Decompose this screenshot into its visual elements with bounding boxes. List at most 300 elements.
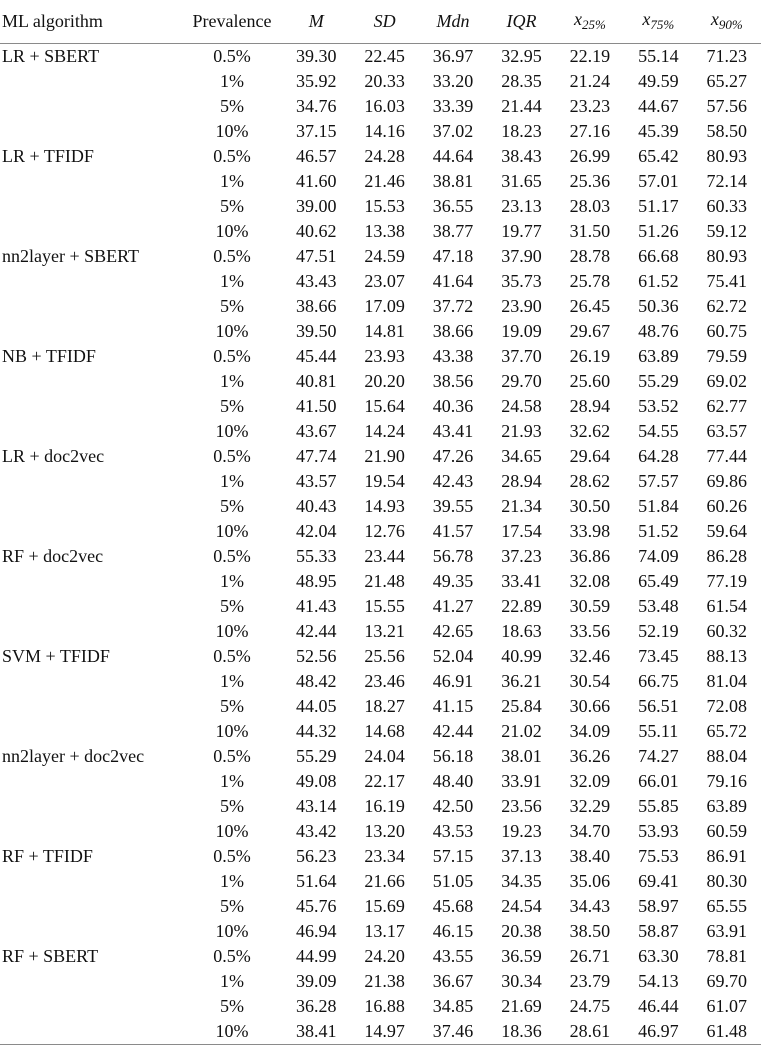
cell-x75: 74.09	[638, 545, 679, 566]
cell-x25: 38.50	[569, 920, 611, 941]
cell-prevalence: 1%	[220, 670, 244, 691]
cell-x90: 69.70	[706, 970, 748, 991]
table-row	[0, 694, 761, 719]
cell-iqr: 21.34	[501, 495, 542, 516]
cell-mdn: 38.66	[432, 320, 474, 341]
cell-x75: 45.39	[638, 120, 679, 141]
cell-sd: 25.56	[364, 645, 405, 666]
cell-mdn: 43.41	[432, 420, 474, 441]
table-row	[0, 969, 761, 994]
cell-iqr: 33.91	[501, 770, 542, 791]
cell-x25: 25.36	[569, 170, 611, 191]
cell-m: 55.33	[295, 545, 337, 566]
cell-x75: 56.51	[638, 695, 679, 716]
cell-prevalence: 1%	[220, 70, 244, 91]
cell-mdn: 46.91	[432, 670, 474, 691]
cell-x90: 77.19	[706, 570, 748, 591]
cell-prevalence: 1%	[220, 170, 244, 191]
cell-prevalence: 0.5%	[213, 145, 251, 166]
cell-x90: 80.30	[706, 870, 748, 891]
cell-iqr: 21.44	[501, 95, 542, 116]
cell-x90: 77.44	[706, 445, 748, 466]
cell-x25: 34.09	[569, 720, 611, 741]
cell-x75: 66.75	[638, 670, 679, 691]
cell-ml-algorithm	[0, 919, 182, 944]
cell-x75: 69.41	[638, 870, 679, 891]
cell-mdn: 48.40	[432, 770, 474, 791]
table-row	[0, 794, 761, 819]
cell-ml-algorithm: RF + TFIDF	[2, 845, 93, 866]
table-row	[0, 394, 761, 419]
header-x90-sub: 90%	[718, 17, 743, 33]
cell-m: 51.64	[295, 870, 337, 891]
cell-sd: 13.38	[364, 220, 405, 241]
cell-m: 43.43	[295, 270, 337, 291]
cell-iqr: 17.54	[501, 520, 542, 541]
cell-m: 38.41	[282, 1019, 350, 1045]
cell-x75: 46.97	[624, 1019, 692, 1045]
cell-m: 40.81	[295, 370, 337, 391]
cell-m: 55.29	[295, 745, 337, 766]
cell-x90: 60.75	[706, 320, 748, 341]
cell-ml-algorithm	[0, 169, 182, 194]
table-row	[0, 644, 761, 669]
cell-sd: 14.97	[350, 1019, 418, 1045]
cell-x75: 53.93	[638, 820, 679, 841]
cell-sd: 21.38	[364, 970, 405, 991]
cell-iqr: 23.90	[501, 295, 542, 316]
cell-mdn: 43.55	[432, 945, 474, 966]
cell-x90: 80.93	[706, 145, 748, 166]
cell-x25: 26.45	[569, 295, 611, 316]
cell-iqr: 21.69	[501, 995, 542, 1016]
cell-iqr: 36.21	[501, 670, 542, 691]
table-row	[0, 94, 761, 119]
cell-m: 35.92	[295, 70, 337, 91]
cell-x75: 63.89	[638, 345, 679, 366]
cell-iqr: 32.95	[501, 45, 542, 66]
cell-sd: 14.93	[364, 495, 405, 516]
cell-sd: 24.04	[364, 745, 405, 766]
cell-m: 36.28	[295, 995, 337, 1016]
cell-iqr: 21.93	[501, 420, 542, 441]
cell-prevalence: 5%	[220, 695, 244, 716]
cell-mdn: 42.65	[432, 620, 474, 641]
cell-sd: 20.33	[364, 70, 405, 91]
cell-x90: 86.28	[706, 545, 748, 566]
cell-x90: 71.23	[706, 45, 748, 66]
cell-x25: 23.23	[569, 95, 611, 116]
cell-sd: 15.64	[364, 395, 405, 416]
cell-sd: 13.17	[364, 920, 405, 941]
cell-mdn: 42.50	[432, 795, 474, 816]
cell-x90: 65.72	[706, 720, 748, 741]
cell-x25: 32.29	[569, 795, 611, 816]
cell-x90: 60.33	[706, 195, 748, 216]
cell-m: 43.57	[295, 470, 337, 491]
cell-x90: 60.26	[706, 495, 748, 516]
cell-x75: 51.26	[638, 220, 679, 241]
cell-mdn: 43.53	[432, 820, 474, 841]
cell-ml-algorithm	[0, 969, 182, 994]
cell-m: 41.60	[295, 170, 337, 191]
cell-x25: 32.09	[569, 770, 611, 791]
cell-x75: 73.45	[638, 645, 679, 666]
cell-x90: 63.91	[706, 920, 748, 941]
cell-mdn: 41.27	[432, 595, 474, 616]
cell-prevalence: 10%	[215, 120, 249, 141]
cell-x90: 88.13	[706, 645, 748, 666]
cell-x75: 51.84	[638, 495, 679, 516]
cell-x90: 78.81	[706, 945, 748, 966]
cell-prevalence: 0.5%	[213, 345, 251, 366]
cell-x90: 62.72	[706, 295, 748, 316]
cell-iqr: 28.94	[501, 470, 542, 491]
cell-sd: 19.54	[364, 470, 405, 491]
cell-iqr: 34.65	[501, 445, 542, 466]
cell-x75: 66.01	[638, 770, 679, 791]
cell-mdn: 37.72	[432, 295, 474, 316]
cell-sd: 20.20	[364, 370, 405, 391]
cell-mdn: 38.56	[432, 370, 474, 391]
cell-x90: 72.14	[706, 170, 748, 191]
table-row	[0, 544, 761, 569]
cell-x75: 54.13	[638, 970, 679, 991]
cell-sd: 23.44	[364, 545, 405, 566]
cell-sd: 18.27	[364, 695, 405, 716]
cell-x75: 51.17	[638, 195, 679, 216]
cell-mdn: 39.55	[432, 495, 474, 516]
table-header	[0, 0, 761, 43]
cell-x90: 59.12	[706, 220, 748, 241]
cell-iqr: 23.56	[501, 795, 542, 816]
table-row	[0, 744, 761, 769]
cell-mdn: 42.43	[432, 470, 474, 491]
cell-prevalence: 10%	[182, 1019, 282, 1045]
cell-iqr: 19.77	[501, 220, 542, 241]
header-x25-base: x	[573, 9, 582, 30]
table-row	[0, 244, 761, 269]
cell-x75: 75.53	[638, 845, 679, 866]
cell-mdn: 41.15	[432, 695, 474, 716]
cell-m: 43.67	[295, 420, 337, 441]
cell-x90: 59.64	[706, 520, 748, 541]
cell-ml-algorithm	[0, 719, 182, 744]
cell-x25: 21.24	[569, 70, 611, 91]
cell-prevalence: 10%	[215, 820, 249, 841]
cell-m: 39.00	[295, 195, 337, 216]
cell-iqr: 29.70	[501, 370, 542, 391]
cell-mdn: 33.20	[432, 70, 474, 91]
cell-x25: 28.03	[569, 195, 611, 216]
cell-ml-algorithm	[0, 294, 182, 319]
cell-m: 56.23	[295, 845, 337, 866]
cell-sd: 14.81	[364, 320, 405, 341]
cell-m: 52.56	[295, 645, 337, 666]
cell-m: 40.62	[295, 220, 337, 241]
cell-x75: 55.11	[638, 720, 679, 741]
cell-sd: 15.69	[364, 895, 405, 916]
cell-x75: 74.27	[638, 745, 679, 766]
cell-mdn: 51.05	[432, 870, 474, 891]
cell-m: 40.43	[295, 495, 337, 516]
cell-x75: 55.29	[638, 370, 679, 391]
cell-x90: 69.86	[706, 470, 748, 491]
cell-prevalence: 1%	[220, 870, 244, 891]
cell-prevalence: 5%	[220, 895, 244, 916]
cell-x25: 23.79	[569, 970, 611, 991]
cell-prevalence: 5%	[220, 495, 244, 516]
cell-ml-algorithm: nn2layer + SBERT	[2, 245, 140, 266]
cell-x25: 38.40	[569, 845, 611, 866]
cell-ml-algorithm	[0, 794, 182, 819]
cell-x25: 35.06	[569, 870, 611, 891]
cell-prevalence: 10%	[215, 220, 249, 241]
cell-x25: 34.43	[569, 895, 611, 916]
header-x75	[624, 0, 692, 43]
table-row	[0, 119, 761, 144]
cell-x90: 60.32	[706, 620, 748, 641]
cell-x75: 58.87	[638, 920, 679, 941]
table-row	[0, 419, 761, 444]
cell-prevalence: 10%	[215, 720, 249, 741]
cell-mdn: 38.81	[432, 170, 474, 191]
cell-sd: 13.21	[364, 620, 405, 641]
cell-x25: 26.99	[569, 145, 611, 166]
cell-x75: 53.48	[638, 595, 679, 616]
cell-m: 44.05	[295, 695, 337, 716]
cell-x90: 80.93	[706, 245, 748, 266]
cell-sd: 13.20	[364, 820, 405, 841]
cell-mdn: 42.44	[432, 720, 474, 741]
cell-ml-algorithm	[0, 119, 182, 144]
cell-mdn: 44.64	[432, 145, 474, 166]
cell-x90: 69.02	[706, 370, 748, 391]
cell-mdn: 47.26	[432, 445, 474, 466]
cell-m: 34.76	[295, 95, 337, 116]
cell-prevalence: 5%	[220, 595, 244, 616]
cell-mdn: 46.15	[432, 920, 474, 941]
cell-ml-algorithm	[0, 219, 182, 244]
cell-ml-algorithm: RF + SBERT	[2, 945, 99, 966]
cell-iqr: 28.35	[501, 70, 542, 91]
cell-prevalence: 5%	[220, 95, 244, 116]
cell-x90: 57.56	[706, 95, 748, 116]
header-x75-base: x	[642, 9, 651, 30]
cell-x25: 24.75	[569, 995, 611, 1016]
cell-prevalence: 5%	[220, 195, 244, 216]
table-row	[0, 719, 761, 744]
cell-ml-algorithm	[0, 619, 182, 644]
table-row	[0, 519, 761, 544]
cell-sd: 15.55	[364, 595, 405, 616]
cell-x90: 79.16	[706, 770, 748, 791]
table-row	[0, 869, 761, 894]
cell-x75: 52.19	[638, 620, 679, 641]
cell-ml-algorithm	[0, 494, 182, 519]
cell-m: 39.30	[295, 45, 337, 66]
cell-prevalence: 0.5%	[213, 445, 251, 466]
cell-m: 44.99	[295, 945, 337, 966]
cell-sd: 24.28	[364, 145, 405, 166]
cell-sd: 23.93	[364, 345, 405, 366]
cell-prevalence: 0.5%	[213, 645, 251, 666]
cell-x90: 75.41	[706, 270, 748, 291]
table-row	[0, 494, 761, 519]
cell-sd: 16.88	[364, 995, 405, 1016]
cell-mdn: 43.38	[432, 345, 474, 366]
cell-iqr: 36.59	[501, 945, 542, 966]
table-row	[0, 144, 761, 169]
cell-iqr: 37.23	[501, 545, 542, 566]
cell-ml-algorithm	[0, 594, 182, 619]
cell-iqr: 23.13	[501, 195, 542, 216]
cell-ml-algorithm	[0, 469, 182, 494]
cell-m: 48.95	[295, 570, 337, 591]
cell-ml-algorithm	[0, 769, 182, 794]
cell-mdn: 40.36	[432, 395, 474, 416]
cell-x25: 30.54	[569, 670, 611, 691]
cell-m: 43.14	[295, 795, 337, 816]
cell-ml-algorithm: SVM + TFIDF	[2, 645, 110, 666]
cell-prevalence: 10%	[215, 320, 249, 341]
cell-x25: 26.71	[569, 945, 611, 966]
header-x75-sub: 75%	[650, 17, 675, 33]
cell-sd: 23.07	[364, 270, 405, 291]
cell-x90: 63.89	[706, 795, 748, 816]
table-row	[0, 469, 761, 494]
cell-ml-algorithm	[0, 869, 182, 894]
cell-mdn: 57.15	[432, 845, 474, 866]
cell-x25: 25.60	[569, 370, 611, 391]
header-median: Mdn	[419, 0, 487, 43]
cell-x25: 27.16	[569, 120, 611, 141]
cell-mdn: 41.64	[432, 270, 474, 291]
cell-iqr: 38.01	[501, 745, 542, 766]
cell-x90: 58.50	[706, 120, 748, 141]
cell-x75: 57.01	[638, 170, 679, 191]
table-row	[0, 444, 761, 469]
cell-iqr: 22.89	[501, 595, 542, 616]
cell-ml-algorithm: LR + doc2vec	[2, 445, 105, 466]
cell-sd: 24.59	[364, 245, 405, 266]
cell-m: 46.57	[295, 145, 337, 166]
cell-m: 47.51	[295, 245, 337, 266]
cell-mdn: 36.67	[432, 970, 474, 991]
cell-x25: 28.61	[556, 1019, 624, 1045]
cell-prevalence: 0.5%	[213, 545, 251, 566]
header-row	[0, 0, 761, 43]
cell-iqr: 40.99	[501, 645, 542, 666]
cell-x25: 30.66	[569, 695, 611, 716]
cell-m: 44.32	[295, 720, 337, 741]
cell-x90: 81.04	[706, 670, 748, 691]
cell-m: 45.76	[295, 895, 337, 916]
cell-iqr: 24.54	[501, 895, 542, 916]
cell-m: 37.15	[295, 120, 337, 141]
cell-x25: 26.19	[569, 345, 611, 366]
cell-ml-algorithm	[0, 519, 182, 544]
table-row	[0, 294, 761, 319]
cell-iqr: 33.41	[501, 570, 542, 591]
cell-sd: 14.16	[364, 120, 405, 141]
cell-mdn: 45.68	[432, 895, 474, 916]
cell-sd: 22.17	[364, 770, 405, 791]
table-row	[0, 369, 761, 394]
cell-iqr: 38.43	[501, 145, 542, 166]
cell-x75: 46.44	[638, 995, 679, 1016]
cell-x75: 53.52	[638, 395, 679, 416]
cell-x75: 55.14	[638, 45, 679, 66]
cell-ml-algorithm	[0, 894, 182, 919]
table-row	[0, 619, 761, 644]
cell-x75: 54.55	[638, 420, 679, 441]
cell-prevalence: 10%	[215, 620, 249, 641]
cell-mdn: 47.18	[432, 245, 474, 266]
cell-mdn: 41.57	[432, 520, 474, 541]
cell-m: 38.66	[295, 295, 337, 316]
cell-m: 48.42	[295, 670, 337, 691]
cell-x25: 32.08	[569, 570, 611, 591]
cell-prevalence: 0.5%	[213, 245, 251, 266]
cell-m: 42.44	[295, 620, 337, 641]
cell-iqr: 37.90	[501, 245, 542, 266]
cell-x90: 63.57	[706, 420, 748, 441]
cell-x25: 30.59	[569, 595, 611, 616]
cell-x75: 57.57	[638, 470, 679, 491]
cell-x90: 61.07	[706, 995, 748, 1016]
table-row	[0, 319, 761, 344]
table-row	[0, 69, 761, 94]
cell-ml-algorithm	[0, 1019, 182, 1045]
header-x90-base: x	[710, 9, 719, 30]
cell-ml-algorithm: LR + SBERT	[2, 45, 100, 66]
cell-mdn: 56.78	[432, 545, 474, 566]
table-row	[0, 844, 761, 869]
cell-sd: 23.46	[364, 670, 405, 691]
header-sd: SD	[350, 0, 418, 43]
cell-prevalence: 0.5%	[213, 45, 251, 66]
cell-x90: 61.54	[706, 595, 748, 616]
cell-ml-algorithm: nn2layer + doc2vec	[2, 745, 145, 766]
cell-x25: 28.78	[569, 245, 611, 266]
cell-x90: 86.91	[706, 845, 748, 866]
cell-x75: 50.36	[638, 295, 679, 316]
cell-x25: 29.67	[569, 320, 611, 341]
cell-iqr: 25.84	[501, 695, 542, 716]
cell-iqr: 34.35	[501, 870, 542, 891]
cell-x25: 33.98	[569, 520, 611, 541]
table-row	[0, 169, 761, 194]
cell-x90: 79.59	[706, 345, 748, 366]
header-prevalence: Prevalence	[182, 0, 282, 43]
table-row	[0, 43, 761, 69]
cell-prevalence: 5%	[220, 995, 244, 1016]
table-row	[0, 594, 761, 619]
cell-ml-algorithm	[0, 994, 182, 1019]
header-ml-algorithm: ML algorithm	[0, 0, 182, 43]
table-row	[0, 894, 761, 919]
cell-m: 41.50	[295, 395, 337, 416]
table-row	[0, 919, 761, 944]
cell-prevalence: 5%	[220, 395, 244, 416]
cell-x90: 62.77	[706, 395, 748, 416]
cell-mdn: 38.77	[432, 220, 474, 241]
cell-x25: 25.78	[569, 270, 611, 291]
cell-x75: 63.30	[638, 945, 679, 966]
cell-mdn: 34.85	[432, 995, 474, 1016]
cell-sd: 22.45	[364, 45, 405, 66]
